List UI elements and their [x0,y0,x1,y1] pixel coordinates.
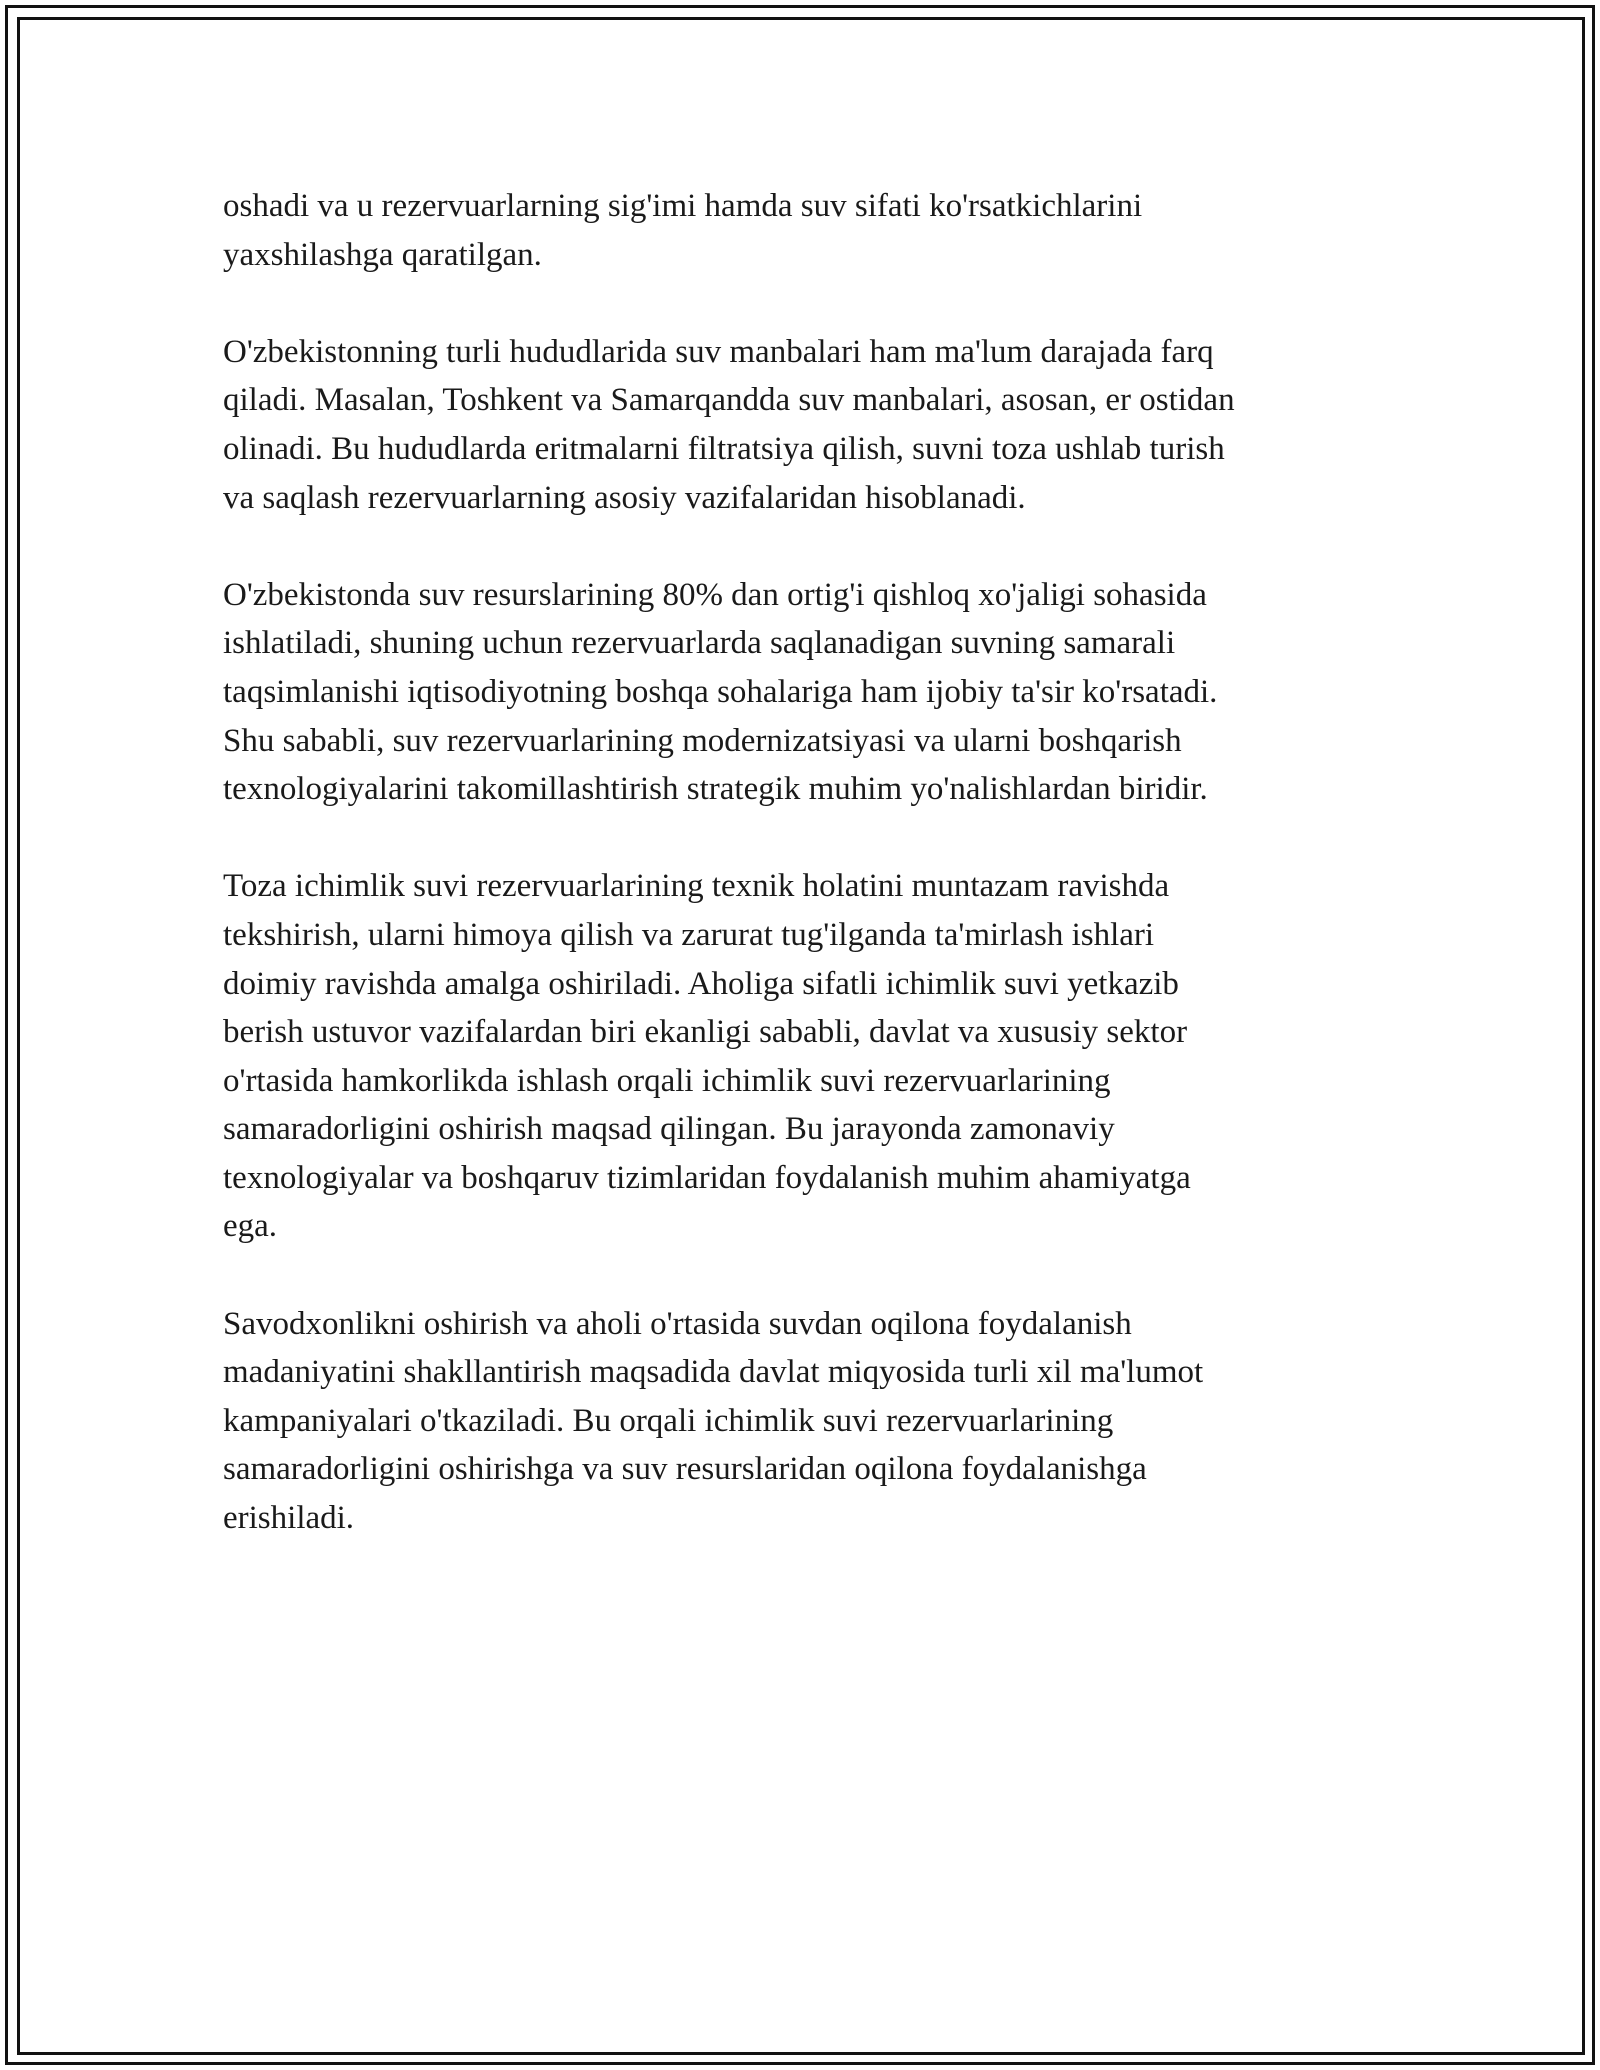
paragraph-1: oshadi va u rezervuarlarning sig'imi hamda suv sifati ko'rsatkichlarini yaxshilashga qaratilgan. [223,188,1143,273]
paragraph-3: O'zbekistonda suv resurslarining 80% dan ortig'i qishloq xo'jaligi sohasida ishlatiladi, shuning uchun rezervuarlarda saqlanadigan suvning samarali taqsimlanishi iqtisodiyotning boshqa sohalariga ham ijobiy ta'sir ko'rsatadi. Shu sababli, suv rezervuarlarining modernizatsiyasi va ularni boshqarish texnologiyalarini takomillashtirish strategik muhim yo'nalishlardan biridir. [223,576,1218,808]
document-body [223,182,1373,1591]
paragraph-2: O'zbekistonning turli hududlarida suv manbalari ham ma'lum darajada farq qiladi. Masalan, Toshkent va Samarqandda suv manbalari, asosan, er ostidan olinadi. Bu hududlarda eritmalarni filtratsiya qilish, suvni toza ushlab turish va saqlash rezervuarlarning asosiy vazifalaridan hisoblanadi. [223,333,1235,516]
paragraph-4: Toza ichimlik suvi rezervuarlarining texnik holatini muntazam ravishda tekshirish, ularni himoya qilish va zarurat tug'ilganda ta'mirlash ishlari doimiy ravishda amalga oshiriladi. Aholiga sifatli ichimlik suvi yetkazib berish ustuvor vazifalardan biri ekanligi sababli, davlat va xususiy sektor o'rtasida hamkorlikda ishlash orqali ichimlik suvi rezervuarlarining samaradorligini oshirish maqsad qilingan. Bu jarayonda zamonaviy texnologiyalar va boshqaruv tizimlaridan foydalanish muhim ahamiyatga ega. [223,868,1191,1245]
paragraph-5: Savodxonlikni oshirish va aholi o'rtasida suvdan oqilona foydalanish madaniyatini shakllantirish maqsadida davlat miqyosida turli xil ma'lumot kampaniyalari o'tkaziladi. Bu orqali ichimlik suvi rezervuarlarining samaradorligini oshirishga va suv resurslaridan oqilona foydalanishga erishiladi. [223,1305,1204,1537]
